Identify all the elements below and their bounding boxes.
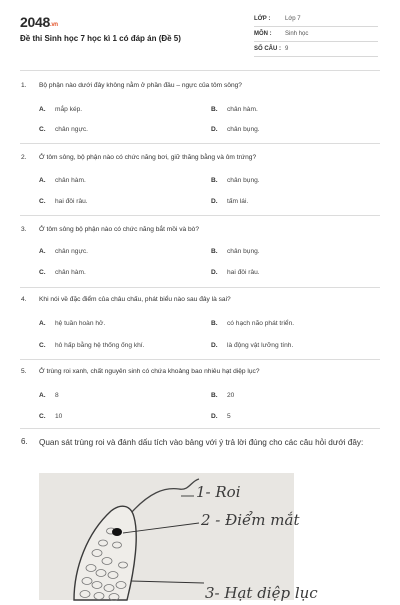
question-text: Bộ phận nào dưới đây không nằm ở phần đầu – ngực của tôm sông? — [39, 82, 242, 89]
question-number: 1. — [21, 82, 27, 89]
option-letter[interactable]: B. — [211, 106, 218, 113]
option-text[interactable]: hô hấp bằng hệ thống ống khí. — [55, 342, 145, 349]
option-text[interactable]: chân ngực. — [55, 248, 89, 255]
option-text[interactable]: hệ tuần hoàn hở. — [55, 320, 106, 327]
option-text[interactable]: có hạch não phát triển. — [227, 320, 295, 327]
question-text: Ở tôm sông bộ phận nào có chức năng bắt mồi và bò? — [39, 226, 199, 233]
meta-class-key: LỚP : — [254, 16, 271, 22]
option-text[interactable]: hai đôi râu. — [227, 269, 260, 276]
option-letter[interactable]: D. — [211, 342, 218, 349]
option-text[interactable]: chân hàm. — [55, 269, 86, 276]
option-letter[interactable]: D. — [211, 413, 218, 420]
header-divider — [20, 70, 380, 71]
option-letter[interactable]: D. — [211, 198, 218, 205]
option-letter[interactable]: B. — [211, 177, 218, 184]
meta-subject-value: Sinh học — [285, 31, 309, 37]
option-text[interactable]: chân hàm. — [227, 106, 258, 113]
option-letter[interactable]: C. — [39, 342, 46, 349]
option-text[interactable]: chân hàm. — [55, 177, 86, 184]
option-letter[interactable]: C. — [39, 269, 46, 276]
option-letter[interactable]: D. — [211, 269, 218, 276]
option-letter[interactable]: B. — [211, 392, 218, 399]
question-divider — [20, 287, 380, 288]
question-number: 2. — [21, 154, 27, 161]
question-number: 5. — [21, 368, 27, 375]
question-divider — [20, 359, 380, 360]
question-text: Khi nói về đặc điểm của châu chấu, phát biểu nào sau đây là sai? — [39, 296, 231, 303]
logo-sub: .vn — [49, 22, 58, 28]
meta-subject — [254, 29, 378, 42]
question-text: Ở tôm sông, bộ phận nào có chức năng bơi, giữ thăng bằng và ôm trứng? — [39, 154, 257, 161]
option-text[interactable]: chân bụng. — [227, 248, 260, 255]
eyespot — [112, 528, 122, 536]
option-letter[interactable]: C. — [39, 126, 46, 133]
option-text[interactable]: 5 — [227, 413, 231, 420]
meta-count-key: SỐ CÂU : — [254, 46, 281, 52]
option-text[interactable]: là động vật lưỡng tính. — [227, 342, 294, 349]
option-letter[interactable]: C. — [39, 413, 46, 420]
question-number: 6. — [21, 437, 28, 446]
option-text[interactable]: chân bụng. — [227, 126, 260, 133]
page-title: Đề thi Sinh học 7 học kì 1 có đáp án (Đề 5) — [20, 34, 181, 43]
option-text[interactable]: tấm lái. — [227, 198, 249, 205]
meta-count-value: 9 — [285, 46, 289, 52]
figure-label-eyespot: 2 - Điểm mắt — [201, 511, 300, 529]
meta-class-value: Lớp 7 — [285, 16, 301, 22]
option-text[interactable]: chân bụng. — [227, 177, 260, 184]
question-number: 3. — [21, 226, 27, 233]
meta-class — [254, 14, 378, 27]
option-text[interactable]: 8 — [55, 392, 59, 399]
question-divider — [20, 215, 380, 216]
option-letter[interactable]: B. — [211, 248, 218, 255]
meta-count — [254, 44, 378, 57]
euglena-drawing — [39, 473, 294, 600]
question-divider — [20, 143, 380, 144]
figure-label-flagellum: 1- Roi — [196, 483, 241, 501]
option-letter[interactable]: B. — [211, 320, 218, 327]
option-letter[interactable]: A. — [39, 106, 46, 113]
site-logo[interactable] — [20, 14, 58, 30]
logo-main: 2048 — [20, 14, 50, 30]
option-text[interactable]: 20 — [227, 392, 235, 399]
option-text[interactable]: hai đôi râu. — [55, 198, 88, 205]
option-text[interactable]: mắp kép. — [55, 106, 83, 113]
question-text: Ở trùng roi xanh, chất nguyên sinh có chứa khoảng bao nhiêu hạt diệp lục? — [39, 368, 260, 375]
figure-label-chloroplast: 3- Hạt diệp lục — [205, 584, 318, 602]
option-letter[interactable]: C. — [39, 198, 46, 205]
question-number: 4. — [21, 296, 27, 303]
option-letter[interactable]: A. — [39, 177, 46, 184]
option-letter[interactable]: A. — [39, 392, 46, 399]
pointer-line — [131, 581, 204, 583]
option-letter[interactable]: A. — [39, 320, 46, 327]
question-text: Quan sát trùng roi và đánh dấu tích vào bảng với ý trả lời đúng cho các câu hỏi dưới đây: — [39, 438, 364, 447]
euglena-figure — [39, 473, 318, 602]
option-text[interactable]: chân ngực. — [55, 126, 89, 133]
option-letter[interactable]: A. — [39, 248, 46, 255]
question-divider — [20, 428, 380, 429]
option-letter[interactable]: D. — [211, 126, 218, 133]
option-text[interactable]: 10 — [55, 413, 63, 420]
meta-subject-key: MÔN : — [254, 31, 272, 37]
